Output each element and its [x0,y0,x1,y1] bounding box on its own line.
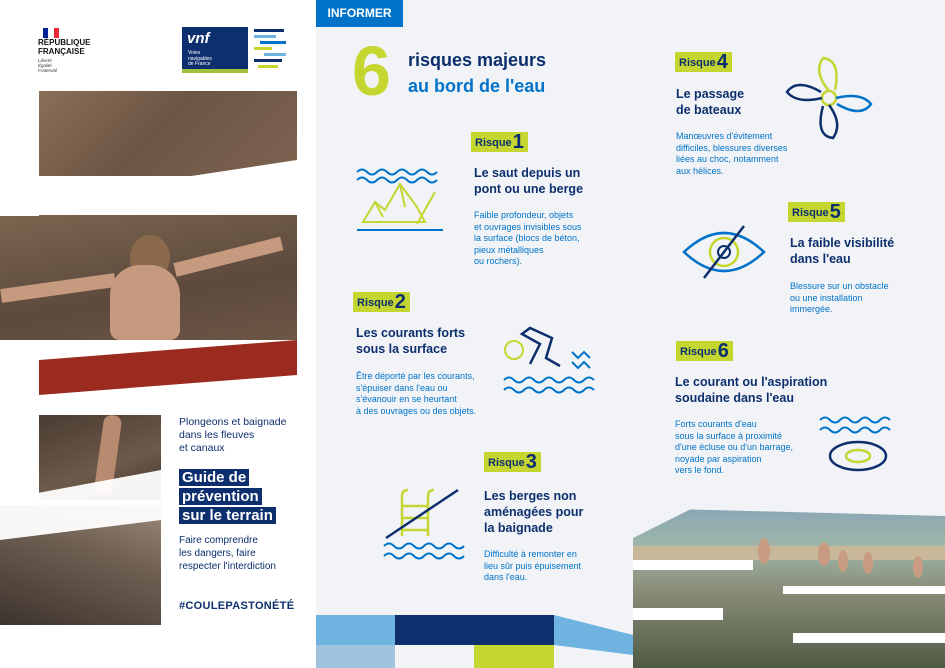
hashtag: #COULEPASTONÉTÉ [179,600,295,612]
cover-panel [0,0,316,668]
crossed-eye-icon [682,220,766,284]
risk-3-tag: Risque3 [484,452,541,472]
section-tab: INFORMER [316,0,403,27]
risk-1-description: Faible profondeur, objets et ouvrages invisibles sous la surface (blocs de béton, pieux métalliques ou rochers). [474,210,582,266]
propeller-icon [783,52,875,144]
cover-caption: Plongeons et baignade dans les fleuves et canaux [179,416,287,454]
risk-5-title: La faible visibilité dans l'eau [790,236,895,266]
risk-2-tag: Risque2 [353,292,410,312]
risk-5-description: Blessure sur un obstacle ou une installation immergée. [790,281,889,314]
risk-5-tag: Risque5 [788,202,845,222]
risk-4-title: Le passage de bateaux [676,87,745,117]
risk-1-title: Le saut depuis un pont ou une berge [474,166,584,196]
republic-motto: Liberté Égalité Fraternité [38,58,58,73]
swimmer-waves-icon [500,322,598,402]
risk-1-tag: Risque1 [471,132,528,152]
risk-6-tag: Risque6 [676,341,733,361]
crossed-ladder-icon [380,486,470,561]
guide-subtitle: Faire comprendre les dangers, faire respecter l'interdiction [179,535,276,572]
risk-6-title: Le courant ou l'aspiration soudaine dans l'eau [675,375,828,405]
risk-2-description: Être déporté par les courants, s'épuiser dans l'eau ou s'évanouir en se heurtant à des ouvrages ou des objets. [356,371,477,416]
jump-rocks-icon [355,162,445,237]
risk-4-tag: Risque4 [675,52,732,72]
bottom-collage-mask [633,508,945,668]
risk-4-description: Manœuvres d'évitement difficiles, blessures diverses liées au choc, notamment aux hélices. [676,131,788,176]
whirlpool-icon [818,412,900,476]
headline-line1: risques majeurs [408,50,547,70]
risk-3-description: Difficulté à remonter en lieu sûr puis épuisement dans l'eau. [484,549,582,582]
risk-3-title: Les berges non aménagées pour la baignade [484,489,584,535]
republique-francaise-logo: RÉPUBLIQUE FRANÇAISE [38,38,91,56]
bottom-band [316,605,633,668]
headline-number: 6 [352,32,391,110]
headline-line2: au bord de l'eau [408,76,546,96]
guide-title: Guide de prévention sur le terrain [179,468,309,525]
vnf-logo: vnf Voies navigables de France [182,27,248,73]
risk-6-description: Forts courants d'eau sous la surface à proximité d'une écluse ou d'un barrage, noyade par aspiration vers le fond. [675,419,794,475]
risk-2-title: Les courants forts sous la surface [356,326,466,356]
